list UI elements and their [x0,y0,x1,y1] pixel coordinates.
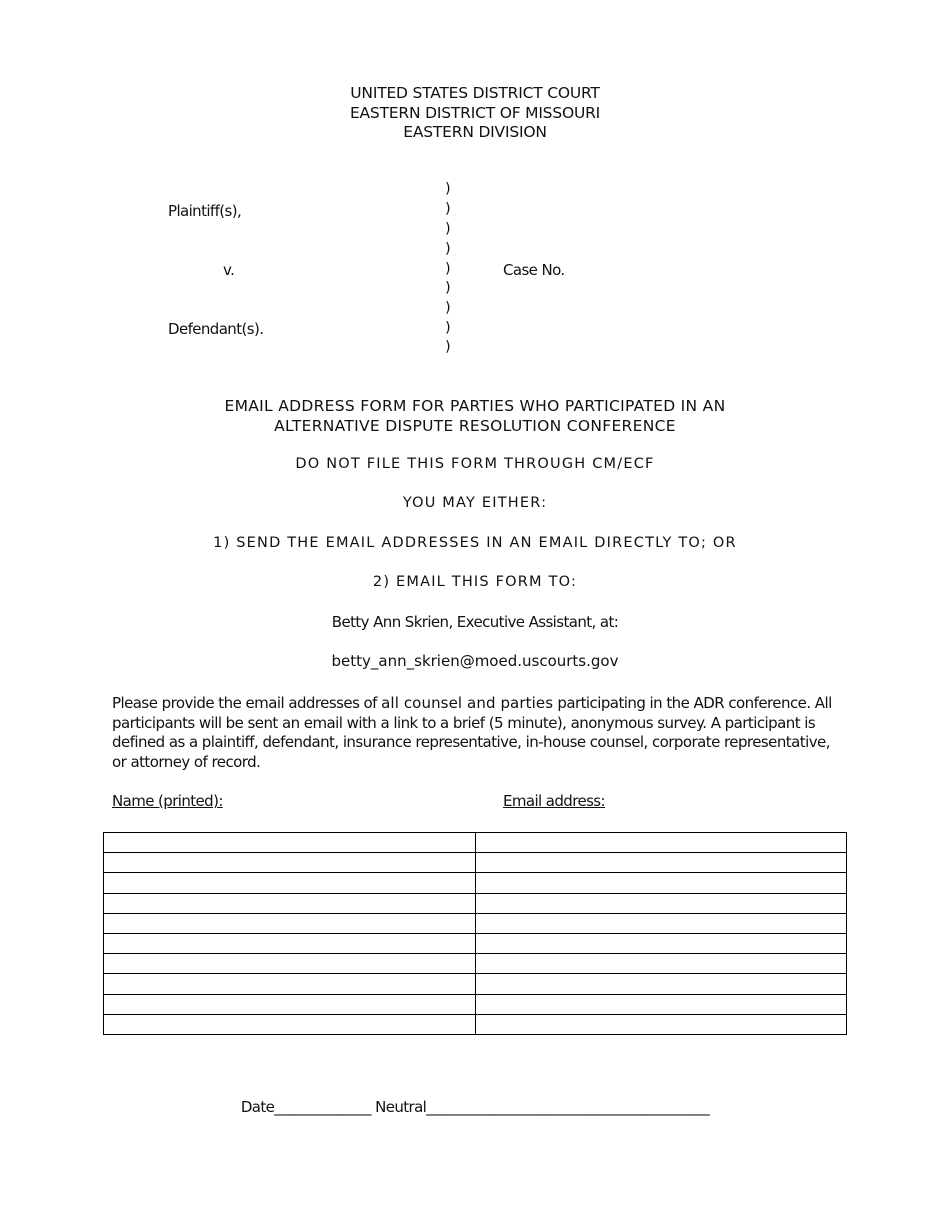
name-cell[interactable] [104,893,476,913]
email-cell[interactable] [476,853,847,873]
name-cell[interactable] [104,933,476,953]
table-row [104,833,847,853]
caption-paren: ) [445,221,451,237]
instructions-paragraph [112,694,842,772]
name-cell[interactable] [104,873,476,893]
caption-paren: ) [445,181,451,197]
form-title-line2: ALTERNATIVE DISPUTE RESOLUTION CONFERENCE [274,416,676,435]
email-cell[interactable] [476,974,847,994]
plaintiff-label: Plaintiff(s), [168,202,242,220]
caption-paren: ) [445,339,451,355]
contact-email[interactable]: betty_ann_skrien@moed.uscourts.gov [331,652,619,670]
neutral-field[interactable]: _________________________________________ [426,1098,710,1116]
email-cell[interactable] [476,893,847,913]
court-header [0,84,950,143]
table-row [104,893,847,913]
court-name: UNITED STATES DISTRICT COURT [350,84,600,102]
date-field[interactable]: ______________ [274,1098,371,1116]
caption-paren: ) [445,201,451,217]
date-label: Date [240,1098,275,1116]
paragraph-part1: Please provide the email addresses of [112,694,382,712]
email-cell[interactable] [476,873,847,893]
contact-name: Betty Ann Skrien, Executive Assistant, at: [331,613,619,631]
caption-paren: ) [445,241,451,257]
email-column-label: Email address: [503,792,605,810]
table-row [104,873,847,893]
versus-label: v. [223,261,235,279]
form-title-line1: EMAIL ADDRESS FORM FOR PARTIES WHO PARTICIPATED IN AN [224,397,726,415]
participants-table [103,832,847,1035]
table-row [104,853,847,873]
email-cell[interactable] [476,833,847,853]
defendant-label: Defendant(s). [168,320,264,338]
option-1: 1) SEND THE EMAIL ADDRESSES IN AN EMAIL DIRECTLY TO; OR [213,535,737,551]
name-column-label: Name (printed): [112,792,223,810]
email-cell[interactable] [476,913,847,933]
name-cell[interactable] [104,1014,476,1034]
caption-paren: ) [445,320,451,336]
name-cell[interactable] [104,913,476,933]
email-cell[interactable] [476,954,847,974]
table-row [104,954,847,974]
table-row [104,994,847,1014]
signature-line [0,1098,950,1116]
name-cell[interactable] [104,853,476,873]
paragraph-part3: participating in the ADR conference. All participants will be sent an email with a link to a brief (5 minute), anonymous survey. A participant is defined as a plaintiff, defendant, insurance representative, in-house counsel, corporate representative, or attorney of record. [112,694,832,771]
name-cell[interactable] [104,974,476,994]
caption-paren: ) [445,261,451,277]
court-district: EASTERN DISTRICT OF MISSOURI [349,103,601,122]
name-cell[interactable] [104,833,476,853]
table-row [104,933,847,953]
neutral-label: Neutral [375,1098,427,1116]
case-no-label: Case No. [503,261,565,279]
caption-paren: ) [445,280,451,296]
table-row [104,913,847,933]
caption-paren: ) [445,300,451,316]
name-cell[interactable] [104,994,476,1014]
do-not-file-notice: DO NOT FILE THIS FORM THROUGH CM/ECF [295,456,655,472]
name-cell[interactable] [104,954,476,974]
email-cell[interactable] [476,933,847,953]
you-may-either: YOU MAY EITHER: [402,495,548,511]
table-row [104,1014,847,1034]
email-cell[interactable] [476,1014,847,1034]
table-row [104,974,847,994]
paragraph-emphasis: all counsel and parties [381,694,554,712]
form-title [0,397,950,436]
option-2: 2) EMAIL THIS FORM TO: [372,574,578,590]
email-cell[interactable] [476,994,847,1014]
court-division: EASTERN DIVISION [403,123,547,141]
